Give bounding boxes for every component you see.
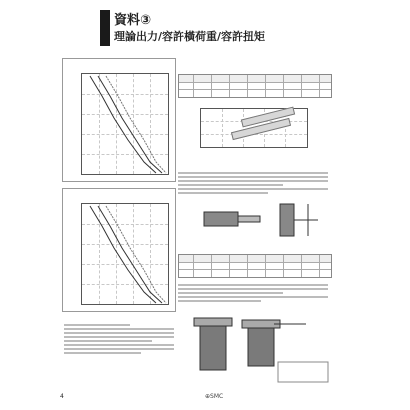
- torque-illustration: [180, 310, 330, 386]
- theoretical-output-table: [178, 74, 332, 98]
- page-number: 4: [60, 393, 64, 400]
- figure-2-curves: [82, 204, 168, 304]
- lateral-load-illustration: [190, 198, 330, 242]
- figure-1-panel: [62, 58, 176, 182]
- pressure-output-chart: [200, 108, 308, 148]
- page-title: 資料③: [114, 13, 152, 28]
- figure-2-panel: [62, 188, 176, 312]
- brand-logo: ⊕SMC: [205, 393, 224, 400]
- page-subtitle: 理論出力/容許橫荷重/容許扭矩: [114, 30, 266, 43]
- section-tab-marker: [100, 10, 110, 46]
- figure-2-chart: [81, 203, 169, 305]
- figure-1-chart: [81, 73, 169, 175]
- section-4-text: [178, 284, 328, 304]
- figure-1-curves: [82, 74, 168, 174]
- lateral-load-table: [178, 254, 332, 278]
- usage-notes-text: [64, 324, 174, 356]
- section-3-text: [178, 172, 328, 196]
